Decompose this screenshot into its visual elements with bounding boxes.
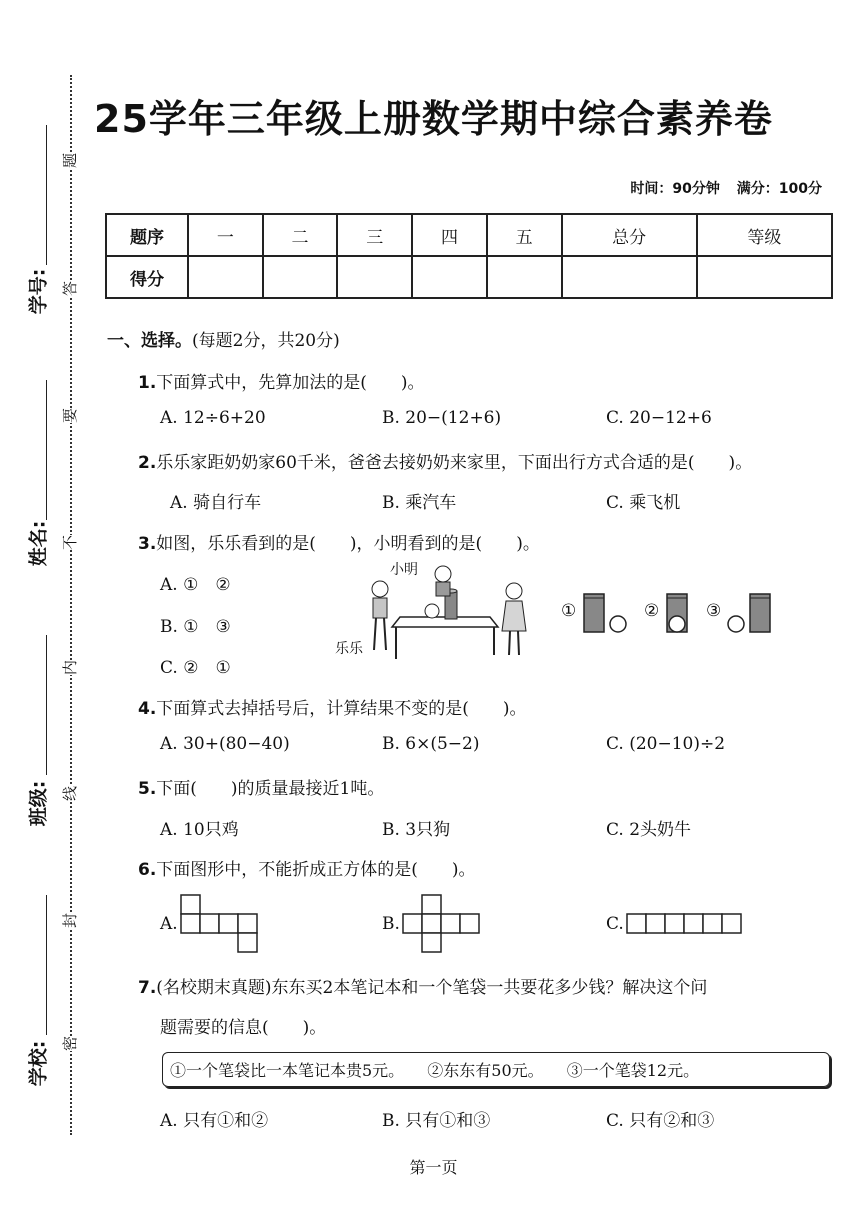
name-label: 姓名: — [27, 520, 50, 567]
class-line — [46, 635, 47, 775]
col-total: 总分 — [562, 214, 697, 256]
student-id-line — [46, 125, 47, 265]
score-cell[interactable] — [697, 256, 832, 298]
q6-net-c — [626, 913, 744, 935]
question-1: 1.下面算式中，先算加法的是( )。 — [138, 373, 425, 393]
seal-char: 封 — [61, 912, 80, 929]
score-cell[interactable] — [188, 256, 263, 298]
q1-option-c[interactable]: C. 20−12+6 — [606, 408, 712, 428]
question-4: 4.下面算式去掉括号后，计算结果不变的是( )。 — [138, 699, 527, 719]
q6-option-c[interactable]: C. — [606, 914, 624, 934]
q6-option-b[interactable]: B. — [382, 914, 400, 934]
q5-option-b[interactable]: B. 3只狗 — [382, 820, 451, 840]
q6-option-a[interactable]: A. — [160, 914, 178, 934]
q7-info-3: ③一个笔袋12元。 — [566, 1061, 700, 1080]
col-5: 五 — [487, 214, 562, 256]
student-id-label: 学号: — [27, 268, 50, 315]
q5-option-a[interactable]: A. 10只鸡 — [160, 820, 239, 840]
question-3: 3.如图，乐乐看到的是( )，小明看到的是( )。 — [138, 534, 540, 554]
q1-option-a[interactable]: A. 12÷6+20 — [160, 408, 266, 428]
q2-option-b[interactable]: B. 乘汽车 — [382, 493, 457, 513]
score-cell[interactable] — [263, 256, 338, 298]
view-3-figure — [726, 590, 776, 634]
question-7-continued: 题需要的信息( )。 — [160, 1018, 327, 1038]
score-table-score-row — [106, 256, 832, 298]
question-7: 7.(名校期末真题)东东买2本笔记本和一个笔袋一共要花多少钱？解决这个问 — [138, 978, 708, 998]
lele-label: 乐乐 — [335, 641, 363, 657]
score-cell[interactable] — [412, 256, 487, 298]
view-2-label: ② — [644, 601, 660, 621]
seal-char: 内 — [61, 659, 80, 676]
q7-option-a[interactable]: A. 只有①和② — [160, 1111, 269, 1131]
school-label: 学校: — [27, 1040, 50, 1087]
score-table-header-row — [106, 214, 832, 256]
q3-option-a[interactable]: A. ① ② — [160, 575, 231, 595]
seal-char: 答 — [61, 280, 80, 297]
page-title: 25学年三年级上册数学期中综合素养卷 — [94, 97, 773, 141]
q7-option-c[interactable]: C. 只有②和③ — [606, 1111, 715, 1131]
score-cell[interactable] — [562, 256, 697, 298]
q4-option-a[interactable]: A. 30+(80−40) — [160, 734, 290, 754]
col-2: 二 — [263, 214, 338, 256]
score-cell[interactable] — [337, 256, 412, 298]
section-title: 一、选择。 — [107, 331, 192, 351]
q2-option-c[interactable]: C. 乘飞机 — [606, 493, 681, 513]
score-table — [105, 213, 833, 299]
view-1-figure — [582, 590, 630, 634]
row-label: 得分 — [106, 256, 188, 298]
seal-char: 不 — [61, 534, 80, 551]
col-3: 三 — [337, 214, 412, 256]
school-line — [46, 895, 47, 1035]
section-note: (每题2分，共20分) — [192, 331, 340, 351]
question-5: 5.下面( )的质量最接近1吨。 — [138, 779, 385, 799]
q7-info-text — [170, 1058, 699, 1081]
seal-char: 题 — [61, 152, 80, 169]
q1-option-b[interactable]: B. 20−(12+6) — [382, 408, 502, 428]
q3-option-b[interactable]: B. ① ③ — [160, 617, 231, 637]
time-limit: 时间：90分钟 — [630, 181, 720, 197]
exam-meta — [618, 178, 822, 198]
seal-char: 密 — [61, 1035, 80, 1052]
full-score: 满分：100分 — [736, 181, 822, 197]
q6-net-b — [402, 894, 482, 954]
q7-info-1: ①一个笔袋比一本笔记本贵5元。 — [170, 1061, 405, 1080]
q2-option-a[interactable]: A. 骑自行车 — [170, 493, 262, 513]
q4-option-c[interactable]: C. (20−10)÷2 — [606, 734, 726, 754]
xiaoming-label: 小明 — [390, 562, 418, 578]
view-2-figure — [662, 590, 692, 634]
q6-net-a — [180, 894, 260, 954]
page-footer: 第一页 — [409, 1158, 458, 1177]
question-6: 6.下面图形中，不能折成正方体的是( )。 — [138, 860, 476, 880]
q3-option-c[interactable]: C. ② ① — [160, 658, 231, 678]
question-2: 2.乐乐家距奶奶家60千米，爸爸去接奶奶来家里，下面出行方式合适的是( )。 — [138, 453, 753, 473]
q4-option-b[interactable]: B. 6×(5−2) — [382, 734, 480, 754]
view-3-label: ③ — [706, 601, 722, 621]
seal-char: 线 — [61, 785, 80, 802]
name-line — [46, 380, 47, 520]
q7-info-2: ②东东有50元。 — [427, 1061, 544, 1080]
col-4: 四 — [412, 214, 487, 256]
seal-char: 要 — [61, 407, 80, 424]
binding-dotted-line — [70, 75, 72, 1135]
col-1: 一 — [188, 214, 263, 256]
score-cell[interactable] — [487, 256, 562, 298]
class-label: 班级: — [27, 780, 50, 827]
section-heading — [107, 326, 340, 351]
col-grade: 等级 — [697, 214, 832, 256]
header-label: 题序 — [106, 214, 188, 256]
q7-option-b[interactable]: B. 只有①和③ — [382, 1111, 491, 1131]
view-1-label: ① — [561, 601, 577, 621]
q5-option-c[interactable]: C. 2头奶牛 — [606, 820, 692, 840]
